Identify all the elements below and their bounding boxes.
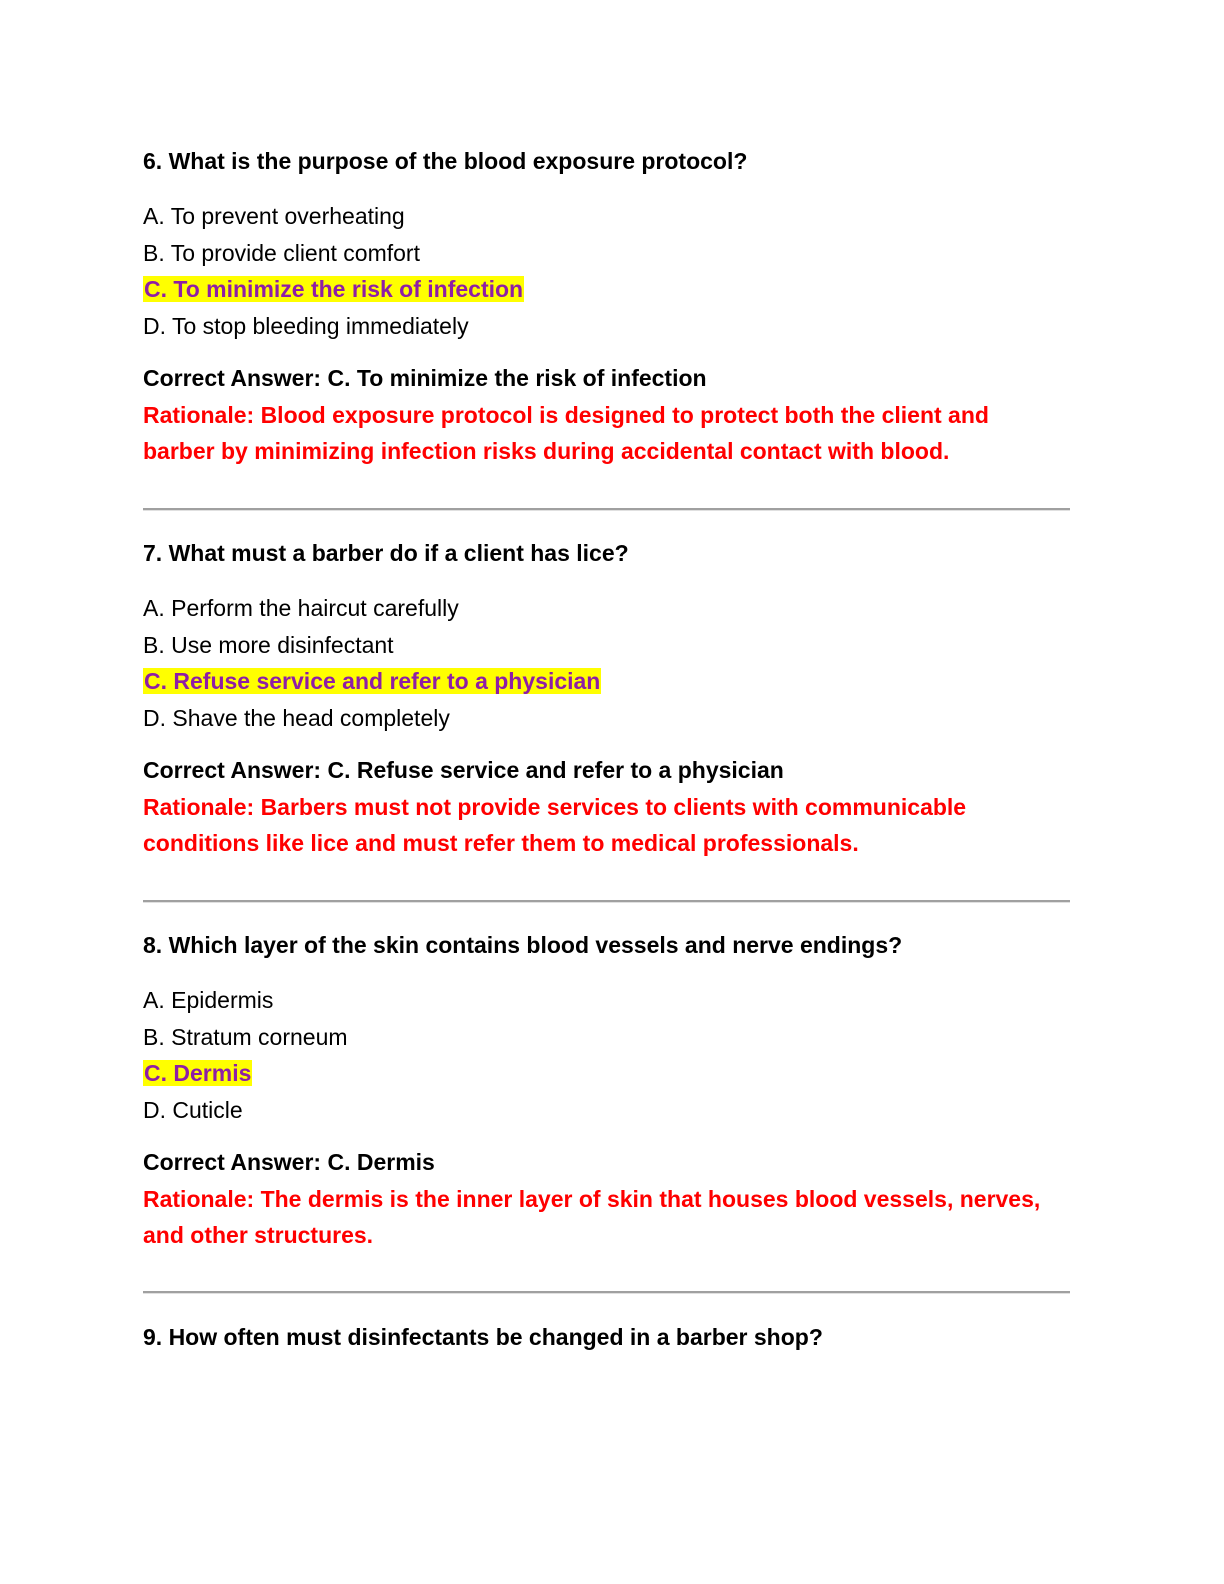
section-divider [143,900,1070,903]
section-divider [143,508,1070,511]
options-list [143,982,1073,1128]
options-list [143,198,1073,344]
section-divider [143,1291,1070,1294]
correct-answer: Correct Answer: C. Dermis [143,1149,435,1175]
option-c-correct: C. Refuse service and refer to a physician [144,668,601,694]
option-a: A. Perform the haircut carefully [143,595,459,621]
question-block-9 [143,1322,1073,1352]
question-title: 9. How often must disinfectants be changed in a barber shop? [143,1324,823,1350]
question-block-7 [143,538,1073,862]
option-d: D. To stop bleeding immediately [143,312,469,339]
correct-answer: Correct Answer: C. To minimize the risk of infection [143,365,707,391]
question-title: 8. Which layer of the skin contains blood vessels and nerve endings? [143,932,903,958]
option-c-correct: C. Dermis [144,1060,252,1086]
option-b: B. Use more disinfectant [143,631,394,658]
option-b: B. To provide client comfort [143,239,420,266]
options-list [143,590,1073,736]
option-a: A. Epidermis [143,987,274,1013]
question-block-6 [143,146,1073,470]
option-d: D. Cuticle [143,1096,243,1123]
question-block-8 [143,930,1073,1254]
option-d: D. Shave the head completely [143,704,450,731]
option-a: A. To prevent overheating [143,203,405,229]
rationale: Rationale: Barbers must not provide services to clients with communicable conditions like lice and must refer them to medical professionals. [143,793,967,856]
rationale: Rationale: Blood exposure protocol is designed to protect both the client and barber by minimizing infection risks during accidental contact with blood. [143,401,989,464]
question-title: 6. What is the purpose of the blood exposure protocol? [143,148,748,174]
option-c-correct: C. To minimize the risk of infection [144,276,524,302]
correct-answer: Correct Answer: C. Refuse service and refer to a physician [143,757,784,783]
rationale: Rationale: The dermis is the inner layer of skin that houses blood vessels, nerves, and other structures. [143,1185,1041,1248]
option-b: B. Stratum corneum [143,1023,348,1050]
question-title: 7. What must a barber do if a client has lice? [143,540,629,566]
